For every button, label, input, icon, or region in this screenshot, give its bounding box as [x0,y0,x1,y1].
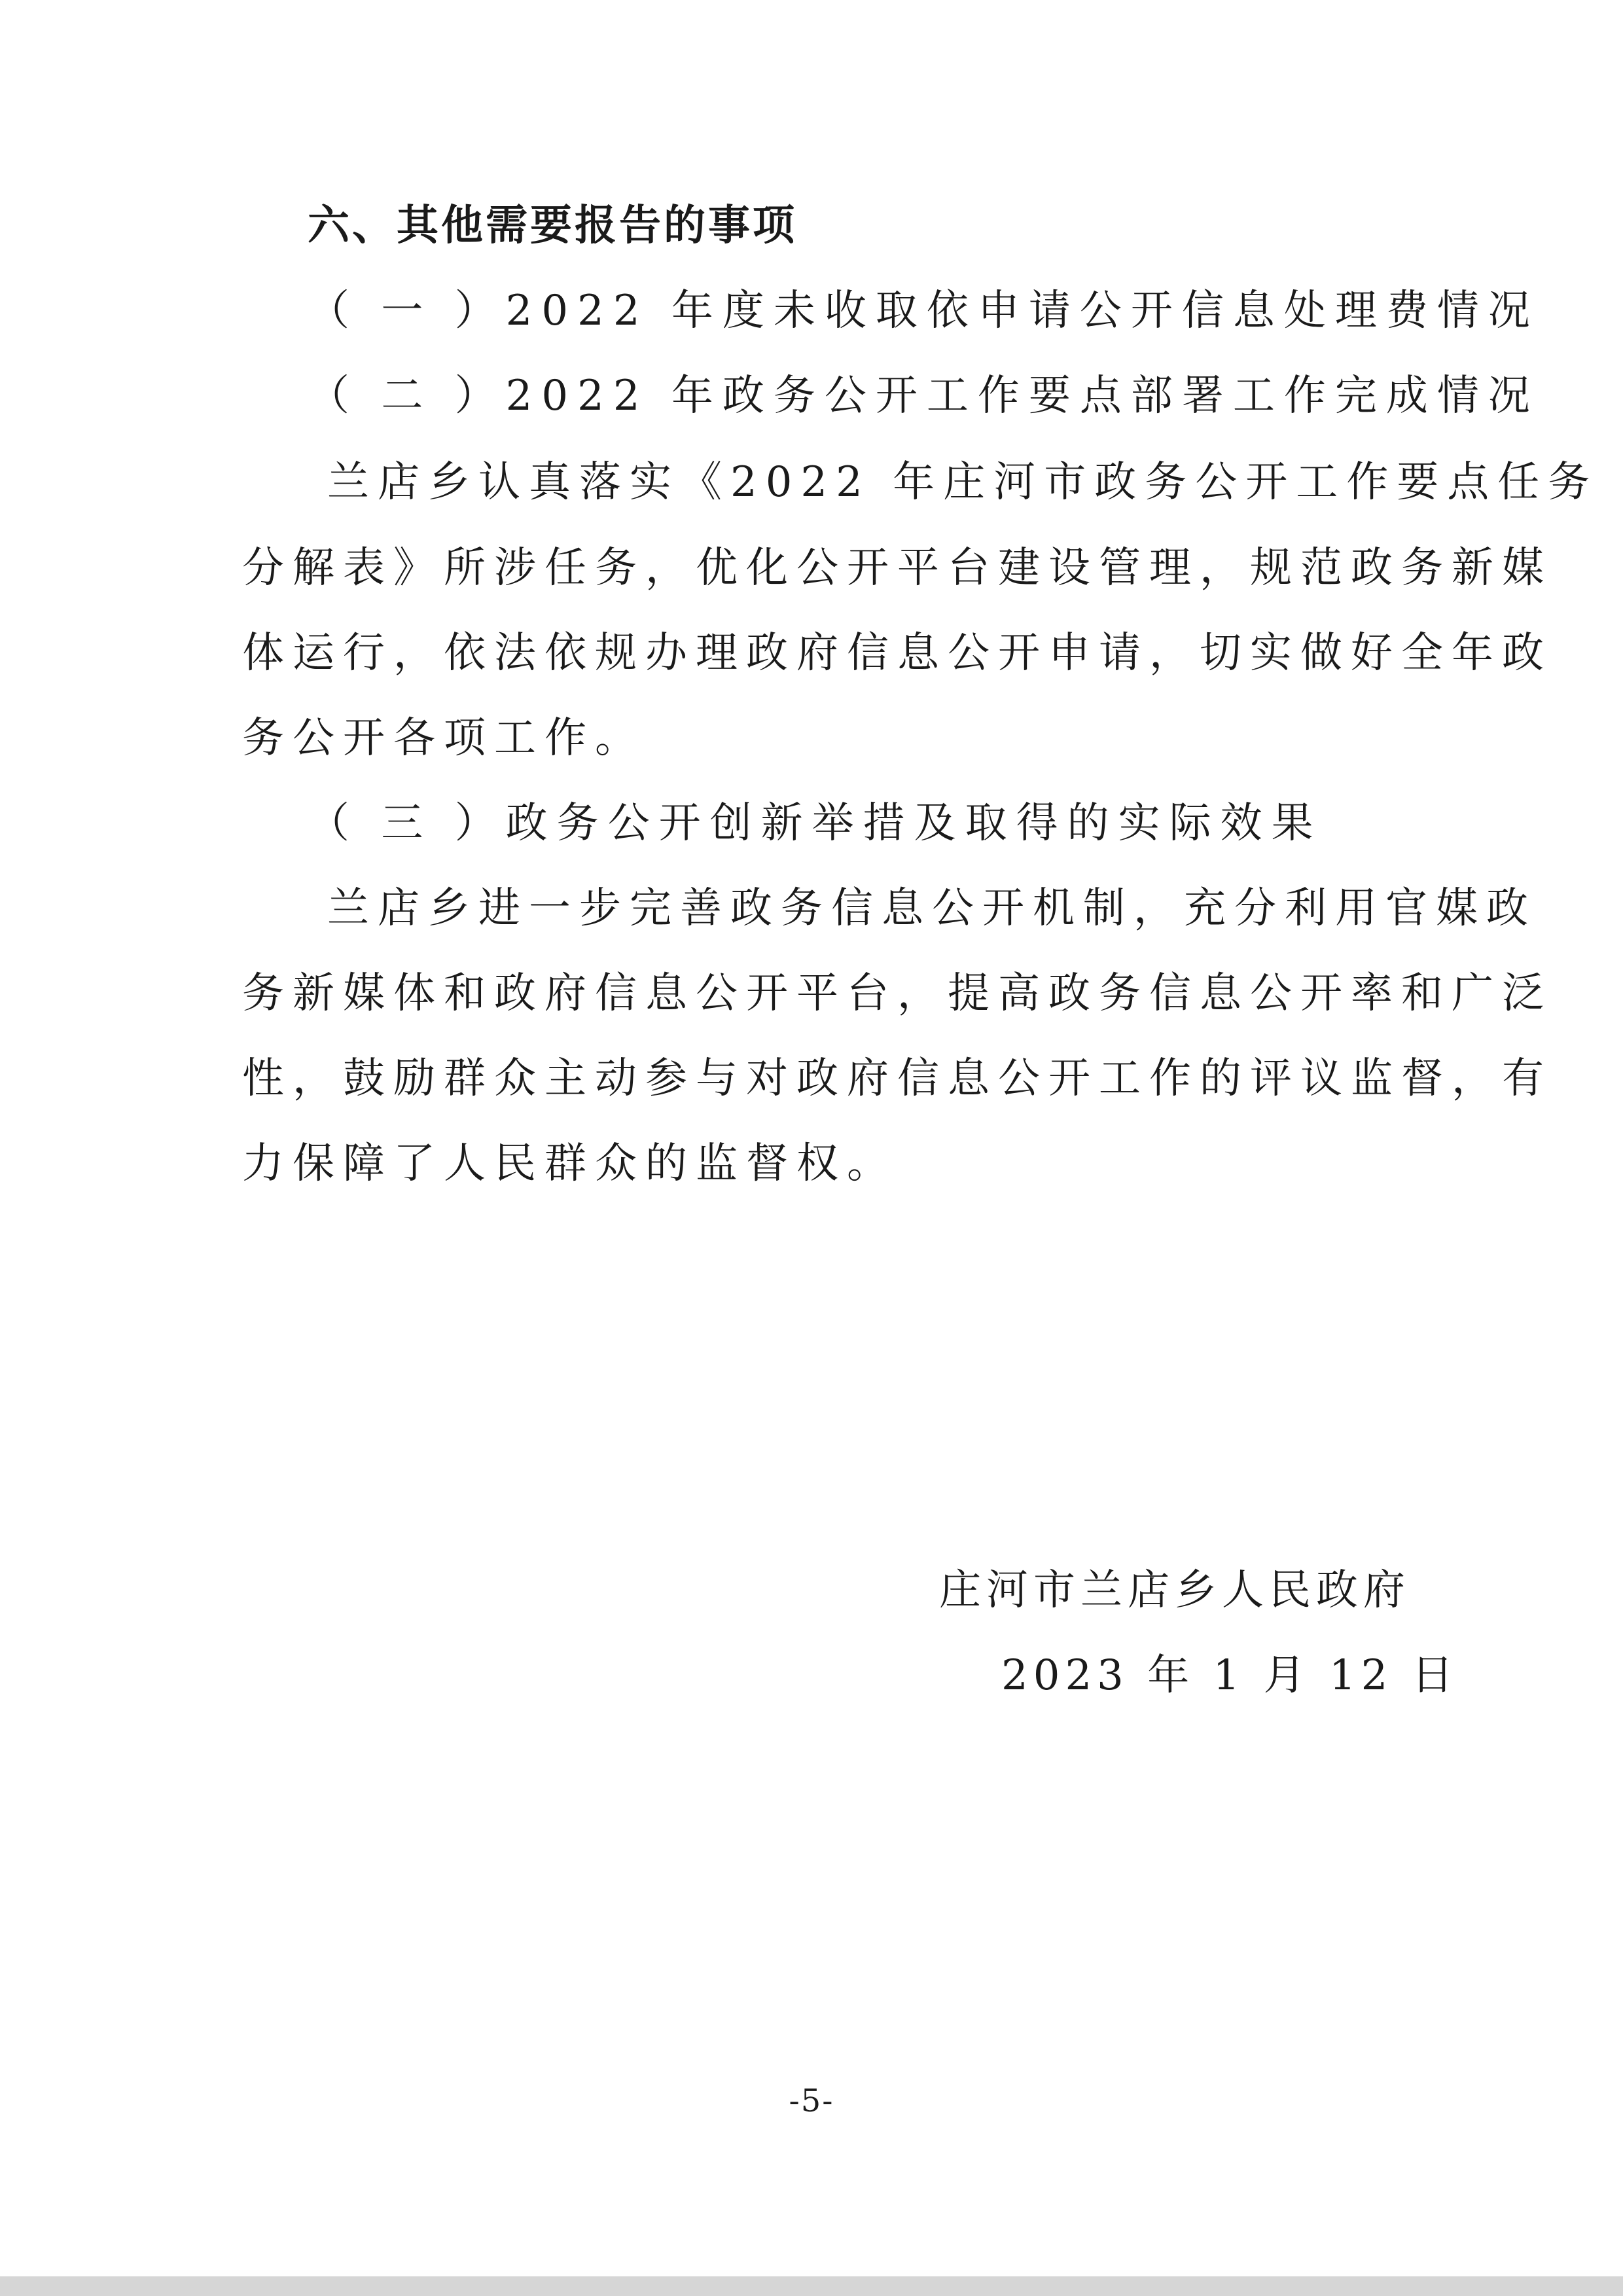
paragraph-3-line-2: 务新媒体和政府信息公开平台，提高政务信息公开率和广泛 [242,969,1552,1018]
subsection-2-title: （ 二 ）2022 年政务公开工作要点部署工作完成情况 [308,372,1539,420]
paragraph-2-line-4: 务公开各项工作。 [242,714,645,762]
paragraph-2-line-3: 体运行，依法依规办理政府信息公开申请，切实做好全年政 [242,629,1552,677]
section-heading: 六、其他需要报告的事项 [308,202,797,250]
paragraph-3-line-3: 性，鼓励群众主动参与对政府信息公开工作的评议监督，有 [242,1054,1552,1103]
paragraph-2-line-2: 分解表》所涉任务，优化公开平台建设管理，规范政务新媒 [242,544,1552,592]
paragraph-3-line-4: 力保障了人民群众的监督权。 [242,1139,897,1188]
scan-bottom-edge [0,2276,1623,2296]
subsection-1-title: （ 一 ）2022 年度未收取依申请公开信息处理费情况 [308,287,1539,335]
paragraph-2-line-1: 兰店乡认真落实《2022 年庄河市政务公开工作要点任务 [327,458,1599,507]
paragraph-3-line-1: 兰店乡进一步完善政务信息公开机制，充分利用官媒政 [327,884,1537,933]
subsection-3-title: （ 三 ）政务公开创新举措及取得的实际效果 [308,799,1323,848]
signature-organization: 庄河市兰店乡人民政府 [939,1566,1410,1615]
page-number: -5- [789,2083,834,2119]
signature-date: 2023 年 1 月 12 日 [1001,1651,1459,1700]
